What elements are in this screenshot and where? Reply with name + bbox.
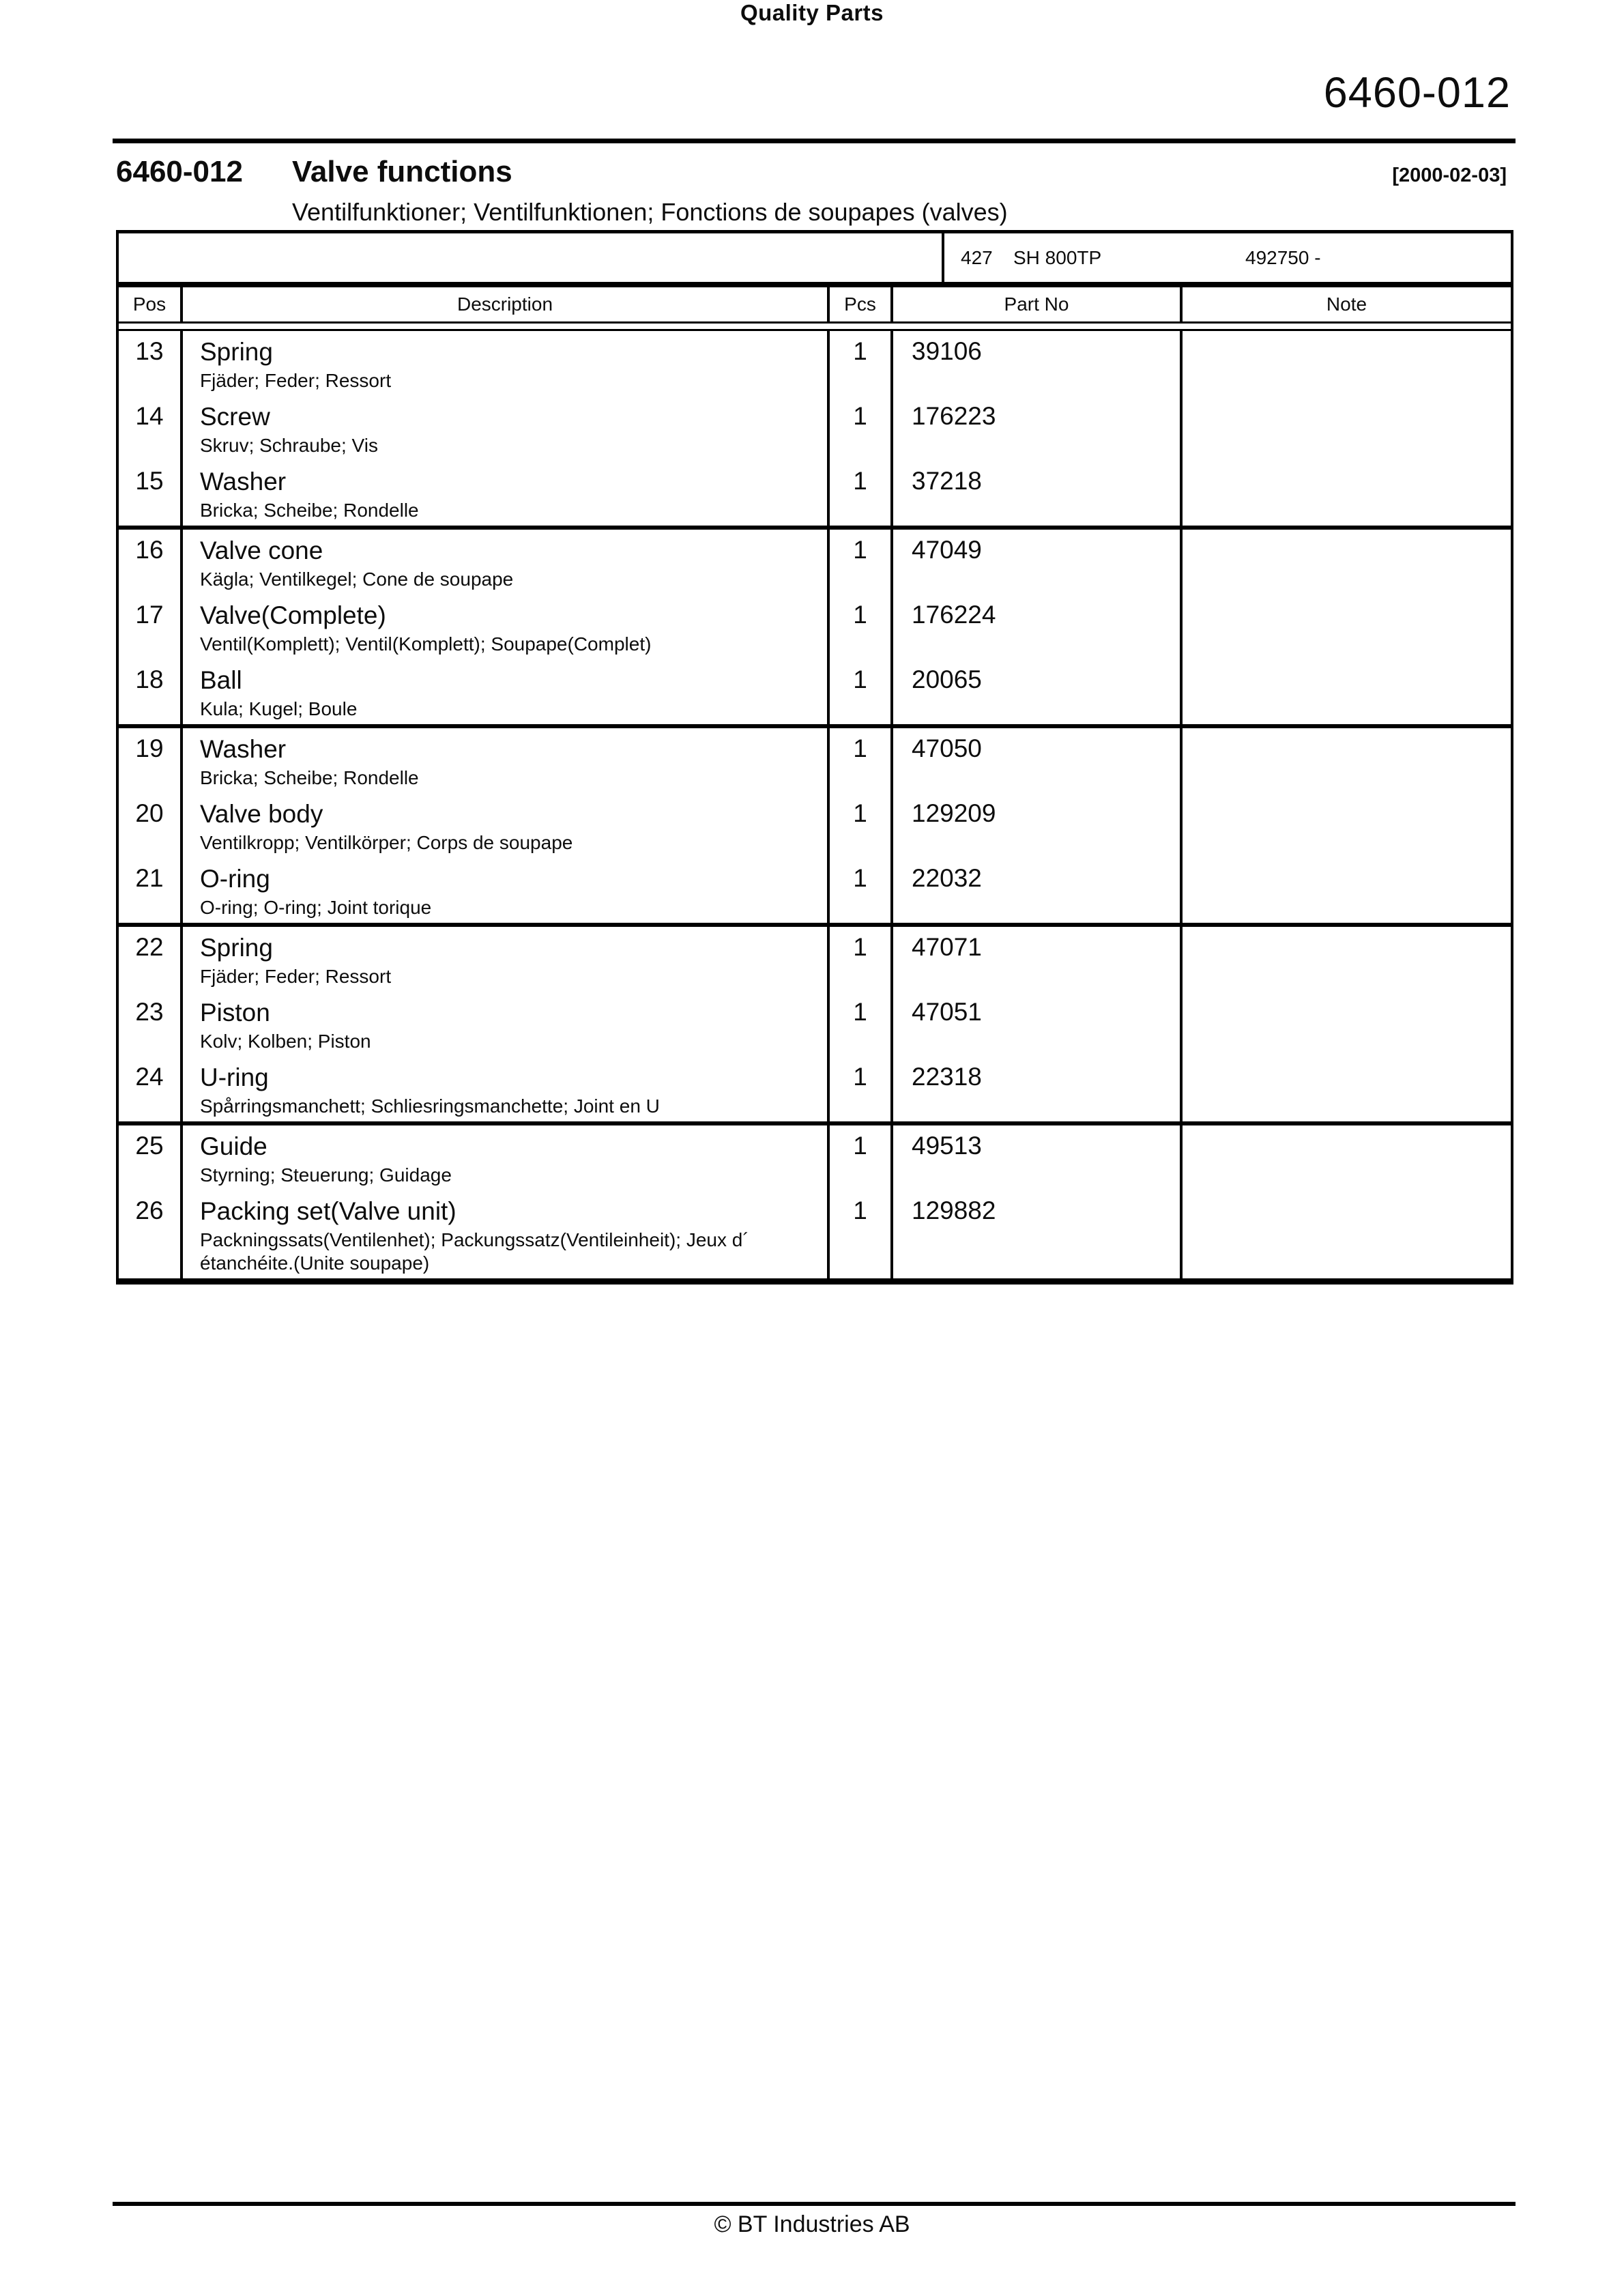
table-row xyxy=(119,594,1511,659)
column-header-note: Note xyxy=(1326,293,1367,315)
row-description-i18n: Packningssats(Ventilenhet); Packungssatz(Ventileinheit); Jeux d´ étanchéite.(Unite soupape) xyxy=(200,1229,749,1274)
row-pos: 14 xyxy=(119,396,183,461)
table-row xyxy=(119,793,1511,858)
row-description-i18n: Ventilkropp; Ventilkörper; Corps de soupape xyxy=(200,832,573,853)
row-description-i18n: Kolv; Kolben; Piston xyxy=(200,1031,371,1052)
row-description-cell xyxy=(183,992,830,1057)
row-description: Ball xyxy=(200,666,242,694)
row-note xyxy=(1183,728,1511,793)
parts-group xyxy=(119,724,1511,923)
row-description: Spring xyxy=(200,934,273,962)
row-note xyxy=(1183,659,1511,724)
table-row xyxy=(119,1057,1511,1121)
row-pos: 16 xyxy=(119,530,183,594)
row-pos: 18 xyxy=(119,659,183,724)
row-description-i18n: Ventil(Komplett); Ventil(Komplett); Soupape(Complet) xyxy=(200,633,652,655)
row-pos: 24 xyxy=(119,1057,183,1121)
row-part-no: 47071 xyxy=(893,927,1183,992)
row-description-i18n: Skruv; Schraube; Vis xyxy=(200,435,378,456)
row-part-no: 37218 xyxy=(893,461,1183,526)
row-description: Washer xyxy=(200,735,287,763)
row-part-no: 176223 xyxy=(893,396,1183,461)
model-band-divider xyxy=(942,233,944,282)
row-description: Valve cone xyxy=(200,536,323,564)
row-description-cell xyxy=(183,858,830,923)
row-description-i18n: Fjäder; Feder; Ressort xyxy=(200,370,392,391)
table-body xyxy=(119,331,1511,1278)
row-description: Washer xyxy=(200,468,287,496)
row-description: O-ring xyxy=(200,865,270,893)
row-pos: 22 xyxy=(119,927,183,992)
page-header-title: Quality Parts xyxy=(740,0,884,25)
row-description-cell xyxy=(183,1057,830,1121)
row-pos: 23 xyxy=(119,992,183,1057)
row-description-cell xyxy=(183,1125,830,1190)
row-pcs: 1 xyxy=(830,530,893,594)
row-description-cell xyxy=(183,530,830,594)
row-note xyxy=(1183,396,1511,461)
table-row xyxy=(119,396,1511,461)
row-description: Valve(Complete) xyxy=(200,601,386,629)
model-code: 427 xyxy=(961,246,993,268)
row-note xyxy=(1183,1125,1511,1190)
row-pcs: 1 xyxy=(830,927,893,992)
row-description: Screw xyxy=(200,403,270,431)
row-pcs: 1 xyxy=(830,728,893,793)
row-description-cell xyxy=(183,793,830,858)
section-date: [2000-02-03] xyxy=(1392,164,1507,186)
model-band xyxy=(119,233,1511,282)
row-pos: 13 xyxy=(119,331,183,396)
column-header-part-no: Part No xyxy=(893,287,1183,321)
row-note xyxy=(1183,992,1511,1057)
row-pcs: 1 xyxy=(830,594,893,659)
row-part-no: 49513 xyxy=(893,1125,1183,1190)
row-pos: 15 xyxy=(119,461,183,526)
header-rule xyxy=(113,139,1516,143)
row-description-cell xyxy=(183,594,830,659)
parts-group xyxy=(119,923,1511,1121)
row-description-i18n: Kula; Kugel; Boule xyxy=(200,698,358,719)
row-pcs: 1 xyxy=(830,858,893,923)
row-part-no: 39106 xyxy=(893,331,1183,396)
row-description-i18n: Bricka; Scheibe; Rondelle xyxy=(200,767,419,788)
row-pcs: 1 xyxy=(830,793,893,858)
section-title: Valve functions xyxy=(292,155,512,188)
row-pcs: 1 xyxy=(830,659,893,724)
row-note xyxy=(1183,331,1511,396)
row-description-i18n: Styrning; Steuerung; Guidage xyxy=(200,1164,452,1186)
row-note xyxy=(1183,1057,1511,1121)
row-pcs: 1 xyxy=(830,331,893,396)
row-part-no: 129882 xyxy=(893,1190,1183,1278)
footer-rule xyxy=(113,2202,1516,2206)
row-note xyxy=(1183,1190,1511,1278)
doc-number: 6460-012 xyxy=(1323,69,1511,117)
row-note xyxy=(1183,858,1511,923)
table-column-header xyxy=(119,287,1511,321)
row-pos: 20 xyxy=(119,793,183,858)
table-row xyxy=(119,659,1511,724)
row-note xyxy=(1183,530,1511,594)
row-description: U-ring xyxy=(200,1063,269,1091)
table-row xyxy=(119,858,1511,923)
row-pcs: 1 xyxy=(830,461,893,526)
table-row xyxy=(119,992,1511,1057)
row-pcs: 1 xyxy=(830,1190,893,1278)
row-description-cell xyxy=(183,461,830,526)
row-description-cell xyxy=(183,1190,830,1278)
row-pcs: 1 xyxy=(830,1125,893,1190)
section-code: 6460-012 xyxy=(116,155,243,188)
parts-group xyxy=(119,526,1511,724)
header-thick-separator xyxy=(119,282,1511,287)
row-description: Guide xyxy=(200,1132,267,1160)
row-note xyxy=(1183,461,1511,526)
row-description-i18n: O-ring; O-ring; Joint torique xyxy=(200,897,432,918)
row-pos: 25 xyxy=(119,1125,183,1190)
model-serial-range: 492750 - xyxy=(1245,246,1321,268)
table-row xyxy=(119,530,1511,594)
row-part-no: 129209 xyxy=(893,793,1183,858)
row-part-no: 20065 xyxy=(893,659,1183,724)
column-header-description: Description xyxy=(183,287,830,321)
row-description-cell xyxy=(183,728,830,793)
column-header-pcs: Pcs xyxy=(830,287,893,321)
row-part-no: 22032 xyxy=(893,858,1183,923)
parts-table xyxy=(116,230,1513,1285)
row-note xyxy=(1183,594,1511,659)
row-part-no: 47050 xyxy=(893,728,1183,793)
row-pos: 26 xyxy=(119,1190,183,1278)
row-pcs: 1 xyxy=(830,396,893,461)
parts-group xyxy=(119,1121,1511,1278)
row-part-no: 47049 xyxy=(893,530,1183,594)
row-description-cell xyxy=(183,331,830,396)
column-header-pos: Pos xyxy=(119,287,183,321)
row-note xyxy=(1183,793,1511,858)
row-pos: 19 xyxy=(119,728,183,793)
row-part-no: 176224 xyxy=(893,594,1183,659)
row-pos: 17 xyxy=(119,594,183,659)
section-subtitle: Ventilfunktioner; Ventilfunktionen; Fonctions de soupapes (valves) xyxy=(292,198,1008,226)
row-description: Packing set(Valve unit) xyxy=(200,1197,456,1225)
row-description: Piston xyxy=(200,999,270,1027)
table-row xyxy=(119,1125,1511,1190)
table-row xyxy=(119,331,1511,396)
row-pcs: 1 xyxy=(830,1057,893,1121)
parts-group xyxy=(119,331,1511,526)
table-row xyxy=(119,728,1511,793)
row-description-cell xyxy=(183,659,830,724)
row-description: Spring xyxy=(200,338,273,366)
row-part-no: 47051 xyxy=(893,992,1183,1057)
model-name: SH 800TP xyxy=(1013,246,1102,268)
row-description-i18n: Spårringsmanchett; Schliesringsmanchette; Joint en U xyxy=(200,1095,660,1117)
table-row xyxy=(119,461,1511,526)
table-row xyxy=(119,927,1511,992)
row-note xyxy=(1183,927,1511,992)
row-description-i18n: Fjäder; Feder; Ressort xyxy=(200,966,392,987)
row-description-i18n: Bricka; Scheibe; Rondelle xyxy=(200,500,419,521)
row-description-cell xyxy=(183,396,830,461)
table-row xyxy=(119,1190,1511,1278)
double-line-separator xyxy=(119,321,1511,331)
row-description-i18n: Kägla; Ventilkegel; Cone de soupape xyxy=(200,569,514,590)
row-pcs: 1 xyxy=(830,992,893,1057)
row-part-no: 22318 xyxy=(893,1057,1183,1121)
row-description-cell xyxy=(183,927,830,992)
copyright: © BT Industries AB xyxy=(714,2211,910,2237)
row-description: Valve body xyxy=(200,800,323,828)
row-pos: 21 xyxy=(119,858,183,923)
section-heading-row xyxy=(0,155,1624,189)
